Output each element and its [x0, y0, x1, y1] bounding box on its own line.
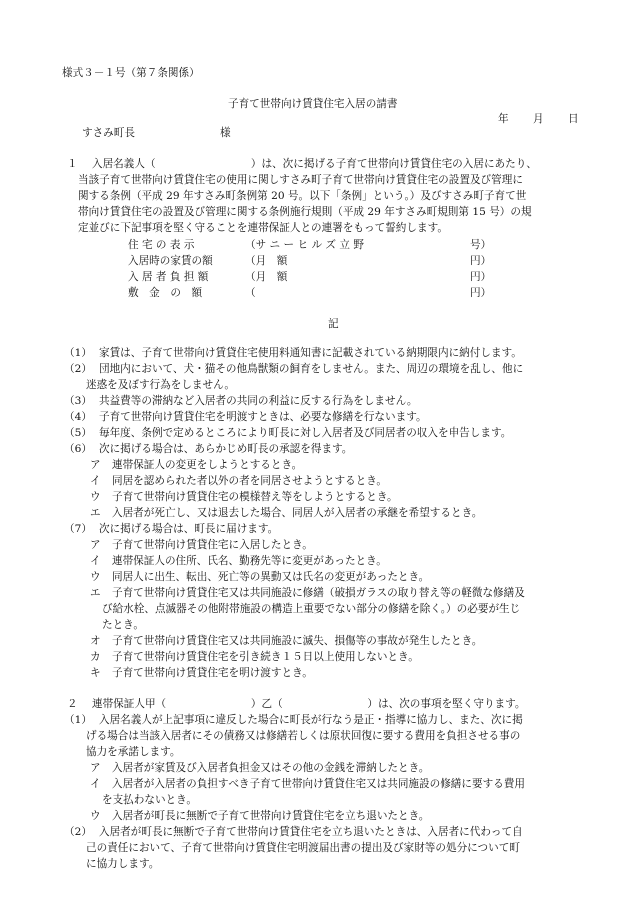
sub-kana: ア [90, 459, 101, 471]
sub-line: 入居者が入居者の負担すべき子育て世帯向け賃貸住宅又は共同施設の修繕に要する費用 [112, 778, 525, 790]
section1-number: １ [67, 158, 78, 170]
date-year: 年 [498, 113, 509, 125]
table-close: 円） [470, 287, 492, 299]
sub-kana: キ [90, 667, 101, 679]
sub-line: たとき。 [102, 619, 144, 631]
sub-line: 同居人に出生、転出、死亡等の異動又は氏名の変更があったとき。 [112, 571, 430, 583]
table-close: 円） [470, 271, 492, 283]
item-line: 入居名義人が上記事項に違反した場合に町長が行なう是正・指導に協力し、また、次に掲 [99, 714, 523, 726]
sub-line: 連帯保証人の住所、氏名、勤務先等に変更があったとき。 [112, 555, 387, 567]
item-line: 己の責任において、子育て世帯向け賃貸住宅明渡届出書の提出及び家財等の処分について町 [86, 842, 520, 854]
item-number: （2） [64, 363, 92, 375]
sub-kana: エ [90, 587, 101, 599]
sub-line: 入居者が家賃及び入居者負担金又はその他の金銭を滞納したとき。 [112, 762, 430, 774]
item-line: 迷惑を及ぼす行為をしません。 [86, 379, 235, 391]
sub-kana: オ [90, 635, 101, 647]
item-number: （6） [64, 443, 92, 455]
ki-heading: 記 [328, 318, 339, 330]
table-open: （月 額 [245, 271, 288, 283]
sub-line: 子育て世帯向け賃貸住宅の模様替え等をしようとするとき。 [112, 491, 398, 503]
table-label: 入 居 者 負 担 額 [128, 271, 209, 283]
section2-number: ２ [67, 698, 78, 710]
table-label: 入居時の家賃の額 [128, 255, 213, 267]
sub-kana: カ [90, 651, 101, 663]
table-label: 住 宅 の 表 示 [128, 239, 195, 251]
sub-kana: ウ [90, 571, 101, 583]
addressee-name: すさみ町長 [82, 127, 135, 139]
sub-line: 子育て世帯向け賃貸住宅又は共同施設に滅失、損傷等の事故が発生したとき。 [112, 635, 483, 647]
item-number: （1） [64, 714, 92, 726]
form-number: 様式３－１号（第７条関係） [62, 67, 200, 79]
item-line: げる場合は当該入居者にその債務又は修繕若しくは原状回復に要する費用を負担させる事の [86, 730, 521, 742]
sub-line: 連帯保証人の変更をしようとするとき。 [112, 459, 303, 471]
item-line: 次に掲げる場合は、町長に届けます。 [99, 523, 279, 535]
table-label: 敷 金 の 額 [128, 287, 203, 299]
addressee-honorific: 様 [220, 127, 231, 139]
item-line: 共益費等の滞納など入居者の共同の利益に反する行為をしません。 [99, 395, 418, 407]
sub-kana: エ [90, 507, 101, 519]
sub-kana: ア [90, 762, 101, 774]
item-number: （5） [64, 427, 92, 439]
sub-line: 入居者が死亡し、又は退去した場合、同居人が入居者の承継を希望するとき。 [112, 507, 483, 519]
item-line: 次に掲げる場合は、あらかじめ町長の承認を得ます。 [99, 443, 353, 455]
sub-kana: ア [90, 539, 101, 551]
document-title: 子育て世帯向け賃貸住宅入居の請書 [228, 98, 398, 110]
item-number: （3） [64, 395, 92, 407]
sub-kana: イ [90, 778, 101, 790]
item-line: に協力します。 [86, 858, 160, 870]
table-close: 円） [470, 255, 492, 267]
sub-line: を支払わないとき。 [102, 794, 197, 806]
sub-line: 同居を認められた者以外の者を同居させようとするとき。 [112, 475, 388, 487]
item-line: 協力を承諾します。 [86, 746, 181, 758]
section1-line: 帯向け賃貸住宅の設置及び管理に関する条例施行規則（平成 29 年すさみ町規則第 15 号）の規 [78, 206, 532, 218]
date-month: 月 [533, 113, 544, 125]
section1-line: 当該子育て世帯向け賃貸住宅の使用に関しすさみ町子育て世帯向け賃貸住宅の設置及び管理に [78, 174, 523, 186]
item-number: （2） [64, 826, 92, 838]
sub-kana: ウ [90, 491, 101, 503]
sub-kana: イ [90, 475, 101, 487]
item-number: （1） [64, 347, 92, 359]
sub-kana: イ [90, 555, 101, 567]
sub-line: 子育て世帯向け賃貸住宅を明け渡すとき。 [112, 667, 313, 679]
table-open: （サ ニ ー ヒ ル ズ 立 野 [245, 239, 364, 251]
sub-line: 子育て世帯向け賃貸住宅を引き続き１５日以上使用しないとき。 [112, 651, 419, 663]
section1-line: 関する条例（平成 29 年すさみ町条例第 20 号。以下「条例」という。）及びすさみ町子育て世 [78, 190, 527, 202]
section1-line: 入居名義人（ ）は、次に掲げる子育て世帯向け賃貸住宅の入居にあたり、 [92, 158, 537, 170]
sub-kana: ウ [90, 810, 101, 822]
item-line: 家賃は、子育て世帯向け賃貸住宅使用料通知書に記載されている納期限内に納付します。 [99, 347, 522, 359]
item-number: （4） [64, 411, 92, 423]
item-line: 毎年度、条例で定めるところにより町長に対し入居者及び同居者の収入を申告します。 [99, 427, 512, 439]
table-open: （ [245, 287, 256, 299]
sub-line: び給水栓、点滅器その他附帯施設の構造上重要でない部分の修繕を除く。）の必要が生じ [102, 603, 521, 615]
item-number: （7） [64, 523, 92, 535]
item-line: 入居者が町長に無断で子育て世帯向け賃貸住宅を立ち退いたときは、入居者に代わって自 [99, 826, 523, 838]
section2-intro: 連帯保証人甲（ ）乙（ ）は、次の事項を堅く守ります。 [92, 698, 526, 710]
section1-line: 定並びに下記事項を堅く守ることを連帯保証人との連署をもって誓約します。 [78, 222, 448, 234]
date-day: 日 [568, 113, 579, 125]
table-open: （月 額 [245, 255, 288, 267]
item-line: 子育て世帯向け賃貸住宅を明渡すときは、必要な修繕を行ないます。 [99, 411, 427, 423]
sub-line: 入居者が町長に無断で子育て世帯向け賃貸住宅を立ち退いたとき。 [112, 810, 430, 822]
sub-line: 子育て世帯向け賃貸住宅又は共同施設に修繕（破損ガラスの取り替え等の軽微な修繕及 [112, 587, 525, 599]
sub-line: 子育て世帯向け賃貸住宅に入居したとき。 [112, 539, 313, 551]
item-line: 団地内において、犬・猫その他鳥獣類の飼育をしません。また、周辺の環境を乱し、他に [99, 363, 524, 375]
table-close: 号） [470, 239, 492, 251]
